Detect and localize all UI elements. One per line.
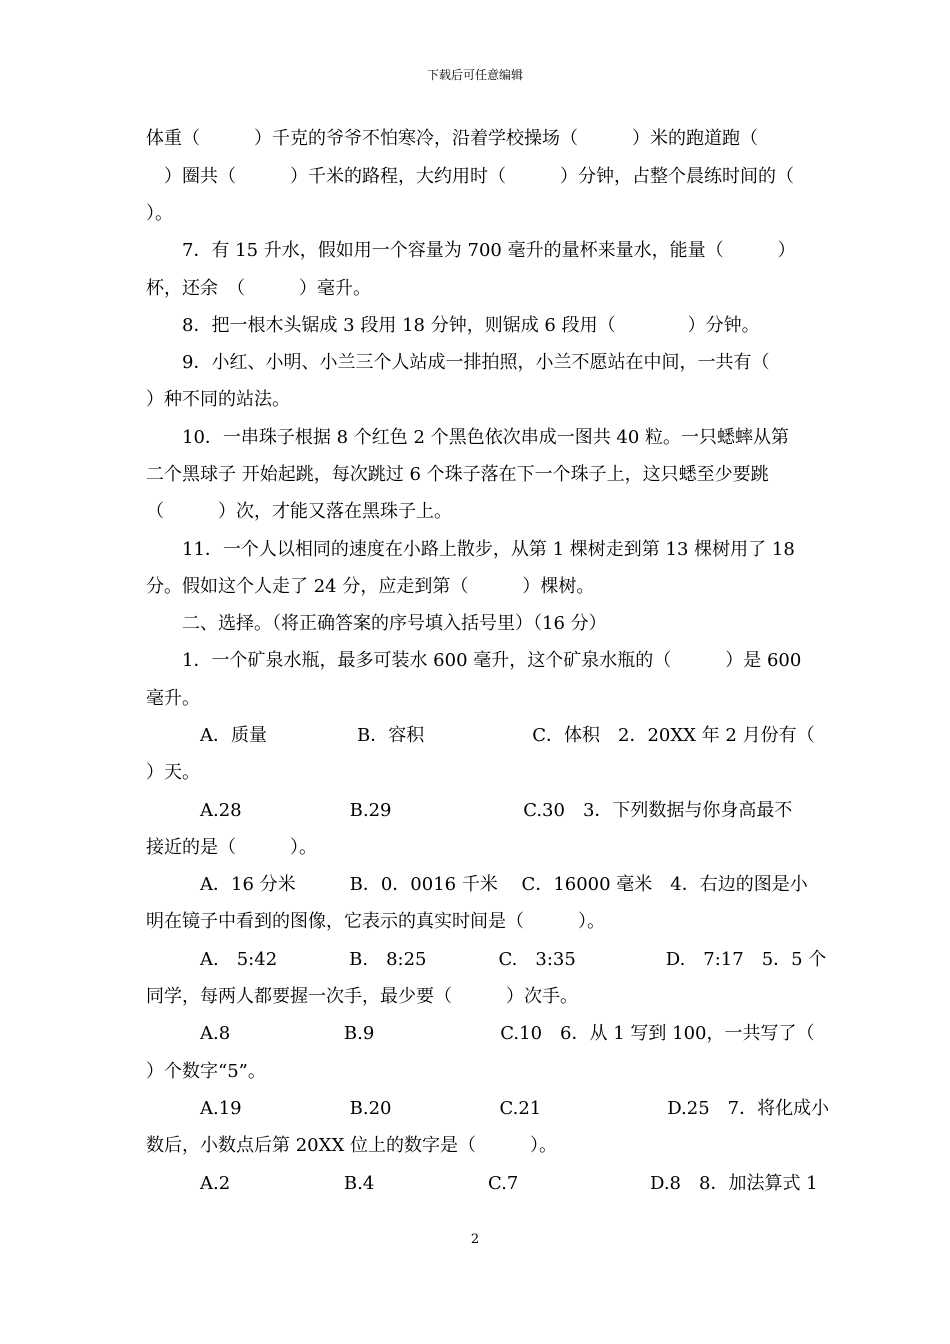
text-line: 10．一串珠子根据 8 个红色 2 个黑色依次串成一图共 40 粒。一只蟋蟀从第: [146, 427, 790, 448]
section-heading: 二、选择。（将正确答案的序号填入括号里）（16 分）: [146, 613, 607, 634]
text-line: 二个黑球子 开始起跳，每次跳过 6 个珠子落在下一个珠子上，这只蟋至少要跳: [146, 464, 769, 485]
options-line: A. 5:42 B. 8:25 C. 3:35 D. 7:17 5．5 个: [146, 949, 827, 970]
text-line: 1．一个矿泉水瓶，最多可装水 600 毫升，这个矿泉水瓶的（ ）是 600: [146, 650, 802, 671]
page-number: 2: [470, 1232, 480, 1247]
text-line: 9．小红、小明、小兰三个人站成一排拍照，小兰不愿站在中间，一共有（: [146, 352, 770, 373]
options-line: A.28 B.29 C.30 3．下列数据与你身高最不: [146, 800, 793, 821]
text-line: 明在镜子中看到的图像，它表示的真实时间是（ ）。: [146, 911, 605, 932]
options-line: A．16 分米 B．0．0016 千米 C．16000 毫米 4．右边的图是小: [146, 874, 808, 895]
text-line: 11．一个人以相同的速度在小路上散步，从第 1 棵树走到第 13 棵树用了 18: [146, 539, 795, 560]
text-line: ）。: [146, 203, 173, 224]
text-line: 同学，每两人都要握一次手，最少要（ ）次手。: [146, 986, 578, 1007]
options-line: A.2 B.4 C.7 D.8 8．加法算式 1: [146, 1173, 818, 1194]
text-line: （ ）次，才能又落在黑珠子上。: [146, 501, 452, 522]
text-line: ）个数字“5”。: [146, 1061, 266, 1082]
text-line: ）种不同的站法。: [146, 389, 290, 410]
text-line: 体重（ ）千克的爷爷不怕寒冷，沿着学校操场（ ）米的跑道跑（: [146, 128, 758, 149]
page-header: 下载后可任意编辑: [426, 68, 523, 82]
text-line: 分。假如这个人走了 24 分，应走到第（ ）棵树。: [146, 576, 595, 597]
text-line: 杯，还余 （ ）毫升。: [146, 278, 371, 299]
options-line: A.19 B.20 C.21 D.25 7．将化成小: [146, 1098, 830, 1119]
text-line: 数后，小数点后第 20XX 位上的数字是（ ）。: [146, 1135, 557, 1156]
options-line: A.8 B.9 C.10 6．从 1 写到 100，一共写了（: [146, 1023, 815, 1044]
options-line: A．质量 B．容积 C．体积 2．20XX 年 2 月份有（: [146, 725, 815, 746]
text-line: ）天。: [146, 762, 200, 783]
text-line: 接近的是（ ）。: [146, 837, 317, 858]
text-line: 毫升。: [146, 688, 200, 709]
text-line: 7．有 15 升水，假如用一个容量为 700 毫升的量杯来量水，能量（ ）: [146, 240, 796, 261]
text-line: ）圈共（ ）千米的路程，大约用时（ ）分钟，占整个晨练时间的（: [146, 166, 794, 187]
text-line: 8．把一根木头锯成 3 段用 18 分钟，则锯成 6 段用（ ）分钟。: [146, 315, 760, 336]
